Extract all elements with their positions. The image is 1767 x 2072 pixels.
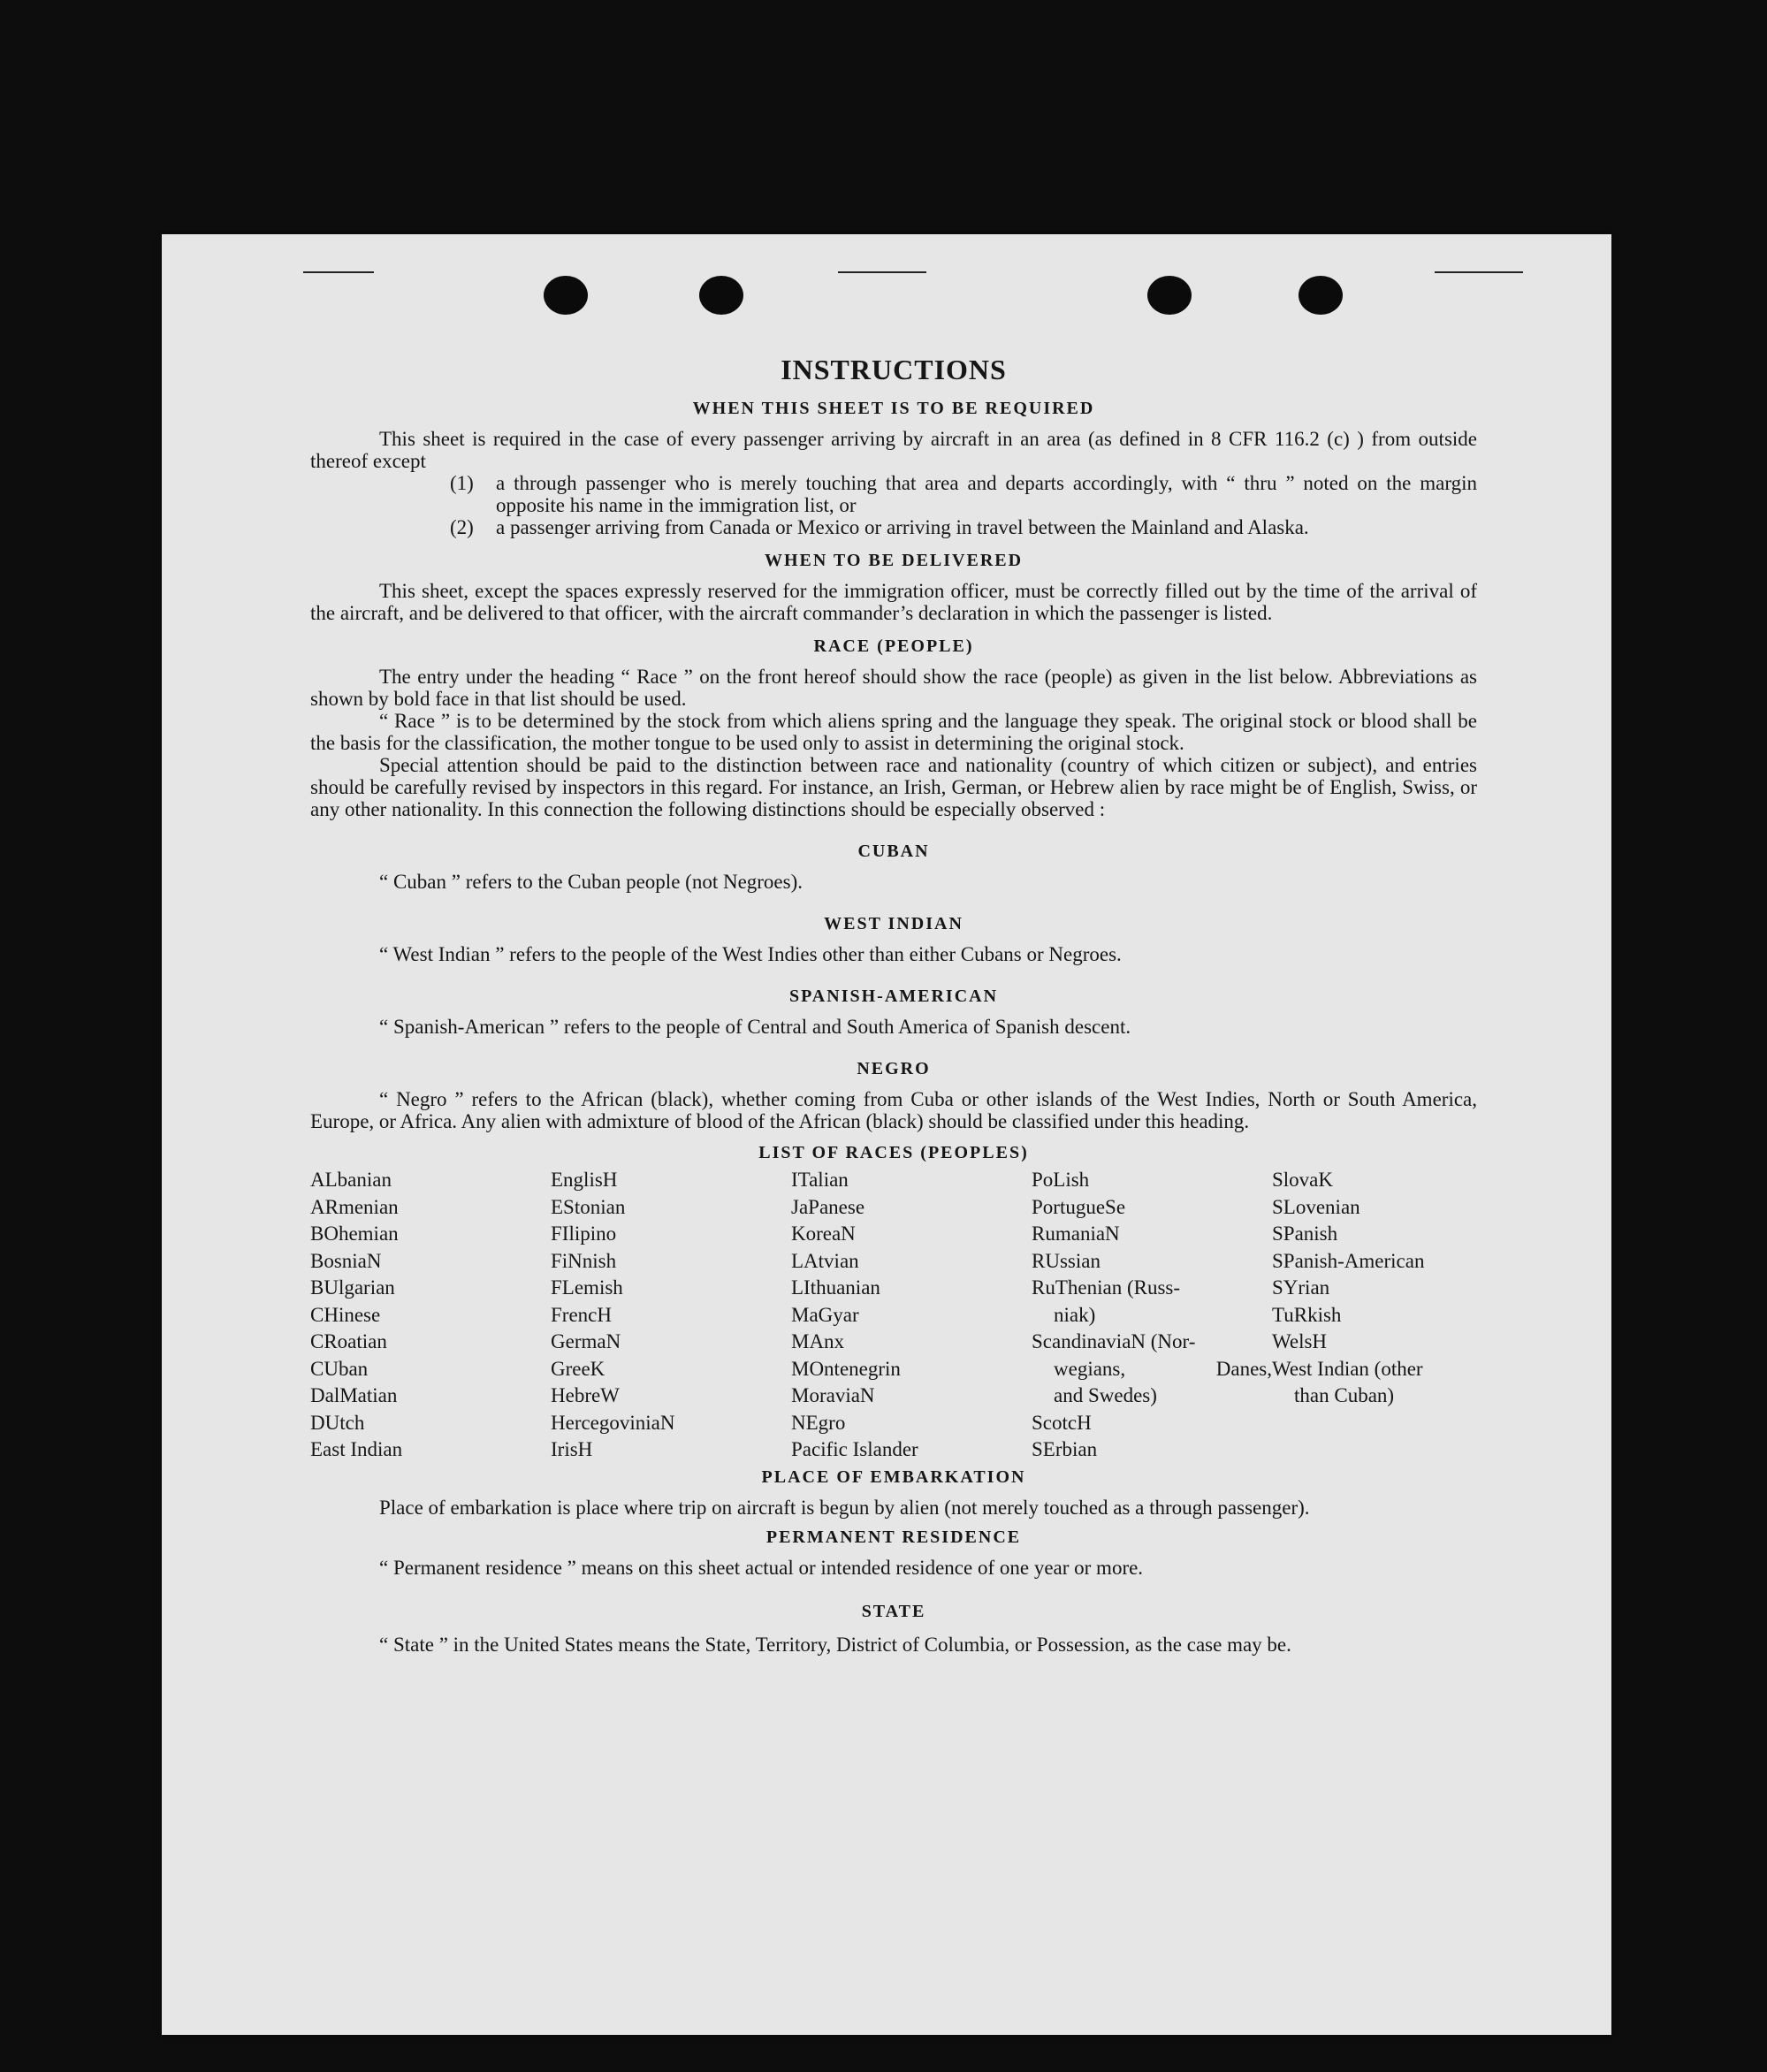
- race-entry: KoreaN: [791, 1223, 856, 1245]
- exception-text: a passenger arriving from Canada or Mexico or arriving in travel between the Mainland and Alaska.: [496, 516, 1309, 538]
- race-column: [1032, 1167, 1272, 1464]
- race-entry: MaGyar: [791, 1303, 859, 1326]
- race-entry: ARmenian: [310, 1195, 399, 1218]
- place-of-embarkation-text: Place of embarkation is place where trip on aircraft is begun by alien (not merely touched as a through passenger).: [379, 1496, 1310, 1519]
- race-paragraph: “ Race ” is to be determined by the stock from which aliens spring and the language they speak. The original stock or blood shall be the basis for the classification, the mother tongue to be used only to assist in determining the original stock.: [310, 710, 1477, 754]
- race-entry: HercegoviniaN: [551, 1411, 675, 1434]
- binder-hole: [699, 276, 743, 315]
- heading-cuban: CUBAN: [857, 842, 930, 861]
- race-entry: FiNnish: [551, 1249, 617, 1272]
- spanish-american-text: “ Spanish-American ” refers to the people of Central and South America of Spanish descent.: [379, 1016, 1131, 1038]
- race-entry: Pacific Islander: [791, 1438, 918, 1460]
- exception-text: a through passenger who is merely touching that area and departs accordingly, with “ thru ” noted on the margin opposite his name in the immigration list, or: [496, 472, 1477, 516]
- punch-mark: [838, 271, 926, 273]
- race-entry: IrisH: [551, 1438, 593, 1460]
- race-entry: FrencH: [551, 1303, 612, 1326]
- race-entry: West Indian (other: [1272, 1357, 1423, 1380]
- exception-number: (2): [450, 516, 474, 538]
- race-entry: SlovaK: [1272, 1169, 1333, 1191]
- race-entry: LAtvian: [791, 1249, 859, 1272]
- race-entry: SLovenian: [1272, 1195, 1360, 1218]
- heading-state: STATE: [861, 1601, 926, 1621]
- state-text: “ State ” in the United States means the State, Territory, District of Columbia, or Possession, as the case may be.: [379, 1633, 1291, 1656]
- race-entry-continued: and Swedes): [1054, 1384, 1157, 1406]
- race-entry: RuThenian (Russ-: [1032, 1276, 1181, 1299]
- race-entry: SYrian: [1272, 1276, 1330, 1299]
- race-entry: DUtch: [310, 1411, 365, 1434]
- heading-race: RACE (PEOPLE): [813, 636, 974, 656]
- punch-mark: [303, 271, 374, 273]
- race-entry-continued: niak): [1054, 1303, 1096, 1326]
- race-column: [310, 1167, 551, 1464]
- race-list: [310, 1167, 1477, 1464]
- race-entry: HebreW: [551, 1384, 620, 1406]
- exception-number: (1): [450, 472, 474, 494]
- race-column: [1272, 1167, 1477, 1464]
- when-required-intro: This sheet is required in the case of every passenger arriving by aircraft in an area (as defined in 8 CFR 116.2 (c) ) from outside thereof except: [310, 428, 1477, 472]
- race-entry: NEgro: [791, 1411, 846, 1434]
- race-entry: FLemish: [551, 1276, 623, 1299]
- race-entry: CUban: [310, 1357, 369, 1380]
- race-entry-continued: than Cuban): [1294, 1384, 1395, 1406]
- race-entry: BUlgarian: [310, 1276, 395, 1299]
- race-entry: ScotcH: [1032, 1411, 1092, 1434]
- race-entry: PortugueSe: [1032, 1195, 1126, 1218]
- race-entry: ITalian: [791, 1169, 849, 1191]
- race-entry: MOntenegrin: [791, 1357, 901, 1380]
- exception-item: [450, 516, 1477, 538]
- race-entry: BosniaN: [310, 1249, 382, 1272]
- binder-hole: [544, 276, 588, 315]
- race-entry: BOhemian: [310, 1223, 399, 1245]
- punch-mark: [1435, 271, 1523, 273]
- heading-place-of-embarkation: PLACE OF EMBARKATION: [761, 1466, 1026, 1487]
- race-column: [791, 1167, 1032, 1464]
- west-indian-text: “ West Indian ” refers to the people of the West Indies other than either Cubans or Negroes.: [379, 943, 1122, 965]
- race-entry: DalMatian: [310, 1384, 398, 1406]
- permanent-residence-text: “ Permanent residence ” means on this sheet actual or intended residence of one year or more.: [379, 1556, 1144, 1579]
- race-entry: MAnx: [791, 1330, 845, 1352]
- race-entry: EnglisH: [551, 1169, 618, 1191]
- page-title: INSTRUCTIONS: [781, 354, 1007, 385]
- cuban-text: “ Cuban ” refers to the Cuban people (not Negroes).: [379, 871, 804, 893]
- race-entry: SPanish-American: [1272, 1249, 1425, 1272]
- race-entry: EStonian: [551, 1195, 626, 1218]
- exception-item: [450, 472, 1477, 516]
- race-entry: CRoatian: [310, 1330, 387, 1352]
- heading-when-required: WHEN THIS SHEET IS TO BE REQUIRED: [692, 399, 1095, 418]
- document-page: [162, 234, 1611, 2035]
- race-entry: CHinese: [310, 1303, 381, 1326]
- race-entry: MoraviaN: [791, 1384, 875, 1406]
- race-entry: GreeK: [551, 1357, 606, 1380]
- race-entry: East Indian: [310, 1438, 403, 1460]
- race-entry: WelsH: [1272, 1330, 1328, 1352]
- heading-list-of-races: LIST OF RACES (PEOPLES): [758, 1143, 1029, 1162]
- race-entry: RumaniaN: [1032, 1223, 1120, 1245]
- race-entry: TuRkish: [1272, 1303, 1342, 1326]
- race-entry: ScandinaviaN (Nor-: [1032, 1330, 1196, 1352]
- race-entry-continued: wegians, Danes,: [1054, 1357, 1272, 1380]
- race-paragraph: Special attention should be paid to the distinction between race and nationality (country of which citizen or subject), and entries should be carefully revised by inspectors in this regard. For instance, an Irish, German, or Hebrew alien by race might be of English, Swiss, or any other nationality. In this connection the following distinctions should be especially observed :: [310, 754, 1477, 820]
- race-entry: FIlipino: [551, 1223, 617, 1245]
- binder-hole: [1299, 276, 1343, 315]
- race-column: [551, 1167, 791, 1464]
- heading-spanish-american: SPANISH-AMERICAN: [788, 986, 999, 1006]
- race-entry: GermaN: [551, 1330, 621, 1352]
- race-entry: LIthuanian: [791, 1276, 880, 1299]
- negro-text: “ Negro ” refers to the African (black), whether coming from Cuba or other islands of the West Indies, North or South America, Europe, or Africa. Any alien with admixture of blood of the African (black) should be classified under this heading.: [310, 1088, 1477, 1132]
- heading-negro: NEGRO: [857, 1059, 931, 1078]
- when-delivered-text: This sheet, except the spaces expressly reserved for the immigration officer, must be correctly filled out by the time of the arrival of the aircraft, and be delivered to that officer, with the aircraft commander’s declaration in which the passenger is listed.: [310, 580, 1477, 624]
- race-entry: PoLish: [1032, 1169, 1090, 1191]
- instructions-content: [310, 354, 1477, 1659]
- race-entry: RUssian: [1032, 1249, 1101, 1272]
- race-entry: ALbanian: [310, 1169, 392, 1191]
- race-entry: SPanish: [1272, 1223, 1338, 1245]
- race-entry: JaPanese: [791, 1195, 865, 1218]
- heading-permanent-residence: PERMANENT RESIDENCE: [765, 1527, 1022, 1547]
- race-paragraph: The entry under the heading “ Race ” on the front hereof should show the race (people) as given in the list below. Abbreviations as shown by bold face in that list should be used.: [310, 666, 1477, 710]
- heading-west-indian: WEST INDIAN: [824, 914, 963, 933]
- race-entry: SErbian: [1032, 1438, 1098, 1460]
- heading-when-delivered: WHEN TO BE DELIVERED: [764, 551, 1024, 570]
- binder-hole: [1147, 276, 1192, 315]
